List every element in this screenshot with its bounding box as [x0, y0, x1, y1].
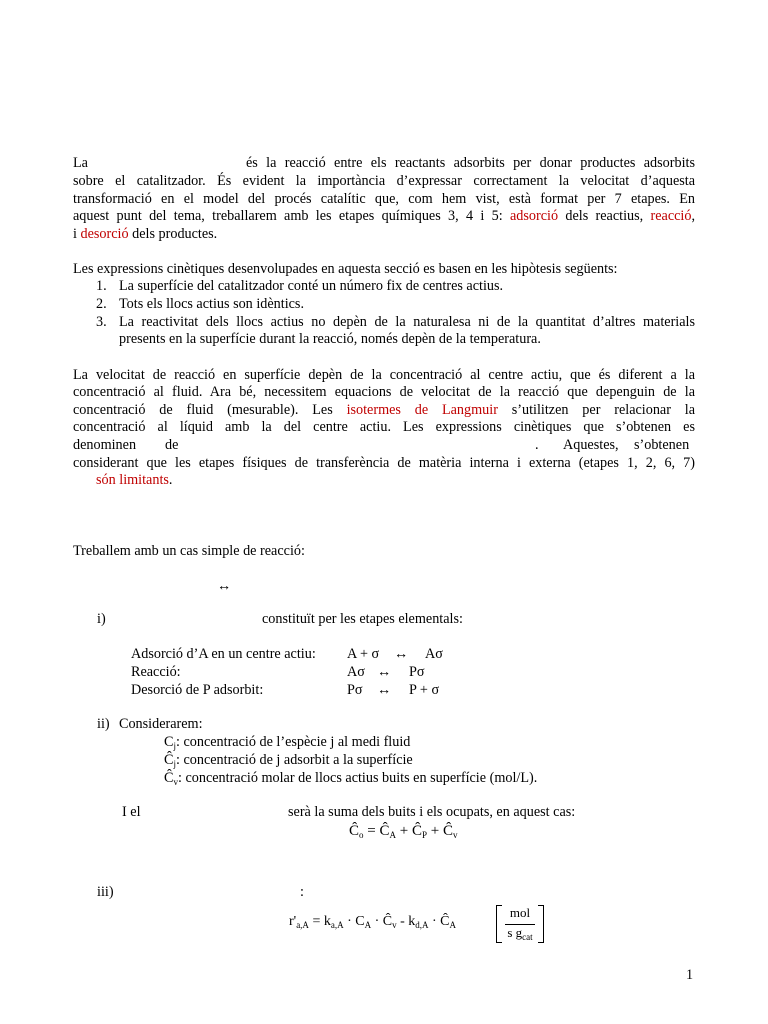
def-chat-j-sub: j — [173, 759, 176, 769]
velocity-line-3b: s’utilitzen per relacionar la — [511, 402, 696, 418]
intro-line-5a: i — [73, 226, 77, 242]
hypothesis-2-number: 2. — [96, 296, 107, 312]
rate-units-den-sub: cat — [522, 932, 533, 942]
adsorption-rate-equation — [289, 914, 456, 930]
hypothesis-3-text: La reactivitat dels llocs actius no depèn de la naturalesa ni de la quantitat d’altres materials — [119, 314, 695, 330]
intro-line-4c: , — [691, 208, 696, 224]
velocity-line-2: concentració al fluid. Ara bé, necessitem equacions de velocitat de la reacció que depenguin de la — [73, 384, 695, 400]
intro-line-1a: La — [73, 155, 88, 171]
simple-case-lead: Treballem amb un cas simple de reacció: — [73, 543, 305, 559]
rate-cv-sub: v — [392, 920, 397, 930]
eq-ca: Ĉ — [379, 823, 390, 839]
def-chat-j-symbol: Ĉ — [164, 752, 174, 768]
velocity-line-5b: de — [165, 437, 179, 453]
step-ii-title: Considerarem: — [119, 716, 203, 732]
step-row-2-arrow: ↔ — [377, 664, 392, 680]
intro-line-5 — [73, 225, 217, 243]
highlight-reaccio: reacció — [650, 208, 692, 224]
step-row-1-arrow: ↔ — [394, 646, 409, 662]
velocity-line-1: La velocitat de reacció en superfície depèn de la concentració al centre actiu, que és diferent a la — [73, 367, 695, 383]
hypothesis-1-number: 1. — [96, 278, 107, 294]
intro-line-5b: dels productes. — [132, 226, 218, 242]
step-row-3-arrow: ↔ — [377, 682, 392, 698]
velocity-line-5d: Aquestes, — [563, 437, 619, 453]
intro-line-4a: aquest punt del tema, treballarem amb les etapes químiques 3, 4 i 5: — [73, 208, 503, 224]
rate-chat-a: · Ĉ — [428, 914, 450, 929]
hypotheses-lead: Les expressions cinètiques desenvolupades en aquesta secció es basen en les hipòtesis següents: — [73, 261, 618, 277]
def-chat-v-text: : concentració molar de llocs actius buits en superfície (mol/L). — [177, 770, 538, 786]
velocity-line-5a: denominen — [73, 437, 137, 453]
hypothesis-3-number: 3. — [96, 314, 107, 330]
velocity-line-7 — [96, 471, 172, 489]
rate-minus-k: - k — [396, 914, 416, 929]
hypothesis-3-text-cont: presents en la superfície durant la reacció, només depèn de la temperatura. — [119, 331, 541, 347]
def-chat-v — [164, 769, 537, 791]
step-iii-label: iii) — [97, 884, 114, 900]
eq-cv: Ĉ — [442, 823, 453, 839]
def-chat-j-text: : concentració de j adsorbit a la superfície — [175, 752, 413, 768]
velocity-line-5e: s’obtenen — [634, 437, 690, 453]
rate-units-denominator — [497, 925, 543, 942]
eq-c0: Ĉ — [349, 823, 360, 839]
velocity-line-3 — [73, 401, 695, 419]
def-chat-v-sub: v — [173, 777, 178, 787]
step-row-1-lhs: A + σ — [347, 646, 380, 662]
rate-r: r' — [289, 914, 297, 929]
intro-line-3: transformació en el model del procés catalític que, com hem vist, està format per 7 etapes. En — [73, 191, 695, 207]
eq-plus-1: + — [399, 823, 409, 839]
step-ii-label: ii) — [97, 716, 110, 732]
step-i-label: i) — [97, 611, 106, 627]
sum-text-a: I el — [122, 804, 141, 820]
page-number: 1 — [686, 967, 694, 983]
step-row-2-lhs: Aσ — [347, 664, 365, 680]
eq-c0-sub: o — [359, 830, 364, 840]
rate-ca: · C — [343, 914, 365, 929]
step-row-3-rhs: P + σ — [409, 682, 440, 698]
def-cj-text: : concentració de l’espècie j al medi fluid — [175, 734, 411, 750]
def-chat-v-symbol: Ĉ — [164, 770, 174, 786]
step-row-3-lhs: Pσ — [347, 682, 363, 698]
eq-cv-sub: v — [452, 830, 458, 840]
step-row-3-name: Desorció de P adsorbit: — [131, 682, 264, 698]
step-row-1-rhs: Aσ — [425, 646, 443, 662]
eq-ca-sub: A — [389, 830, 396, 840]
highlight-langmuir: isotermes de Langmuir — [346, 402, 498, 418]
hypothesis-2-text: Tots els llocs actius son idèntics. — [119, 296, 304, 312]
highlight-desorcio: desorció — [80, 226, 129, 242]
rate-k1-sub: a,A — [330, 920, 344, 930]
step-row-2-rhs: Pσ — [409, 664, 425, 680]
total-sites-equation — [349, 823, 457, 840]
rate-units — [496, 905, 544, 943]
eq-equals: = — [367, 823, 376, 839]
rate-ca-sub: A — [364, 920, 372, 930]
intro-line-4 — [73, 207, 695, 225]
rate-r-sub: a,A — [296, 920, 309, 930]
eq-cp-sub: P — [421, 830, 427, 840]
rate-equals-k: = k — [312, 914, 331, 929]
step-row-2-name: Reacció: — [131, 664, 181, 680]
highlight-limitants: són limitants — [96, 472, 169, 488]
def-cj-symbol: C — [164, 734, 174, 750]
eq-cp: Ĉ — [411, 823, 422, 839]
step-i-text: constituït per les etapes elementals: — [262, 611, 463, 627]
velocity-line-3a: concentració de fluid (mesurable). Les — [73, 402, 333, 418]
sum-text-b: serà la suma dels buits i els ocupats, en aquest cas: — [288, 804, 576, 820]
velocity-line-4: concentració al líquid amb la del centre actiu. Les expressions cinètiques que s’obtenen es — [73, 419, 695, 435]
highlight-adsorcio: adsorció — [509, 208, 559, 224]
intro-line-1b: és la reacció entre els reactants adsorbits per donar productes adsorbits — [246, 155, 695, 171]
velocity-line-6: considerant que les etapes físiques de transferència de matèria interna i externa (etapes 1, 2, 6, 7) — [73, 455, 695, 471]
rate-cv: · Ĉ — [371, 914, 393, 929]
velocity-line-7b: . — [168, 472, 173, 488]
intro-line-2: sobre el catalitzador. És evident la importància d’expressar correctament la velocitat d’aquesta — [73, 173, 695, 189]
reaction-arrow: ↔ — [217, 578, 232, 594]
rate-units-den-text: s g — [507, 925, 523, 940]
rate-k2-sub: d,A — [415, 920, 429, 930]
velocity-line-5c: . — [535, 437, 539, 453]
rate-units-numerator: mol — [509, 905, 531, 920]
rate-chat-a-sub: A — [449, 920, 457, 930]
step-row-1-name: Adsorció d’A en un centre actiu: — [131, 646, 316, 662]
hypothesis-1-text: La superfície del catalitzador conté un número fix de centres actius. — [119, 278, 504, 294]
eq-plus-2: + — [430, 823, 440, 839]
intro-line-4b: dels reactius, — [565, 208, 644, 224]
def-cj-sub: j — [173, 741, 176, 751]
step-iii-colon: : — [300, 884, 304, 900]
